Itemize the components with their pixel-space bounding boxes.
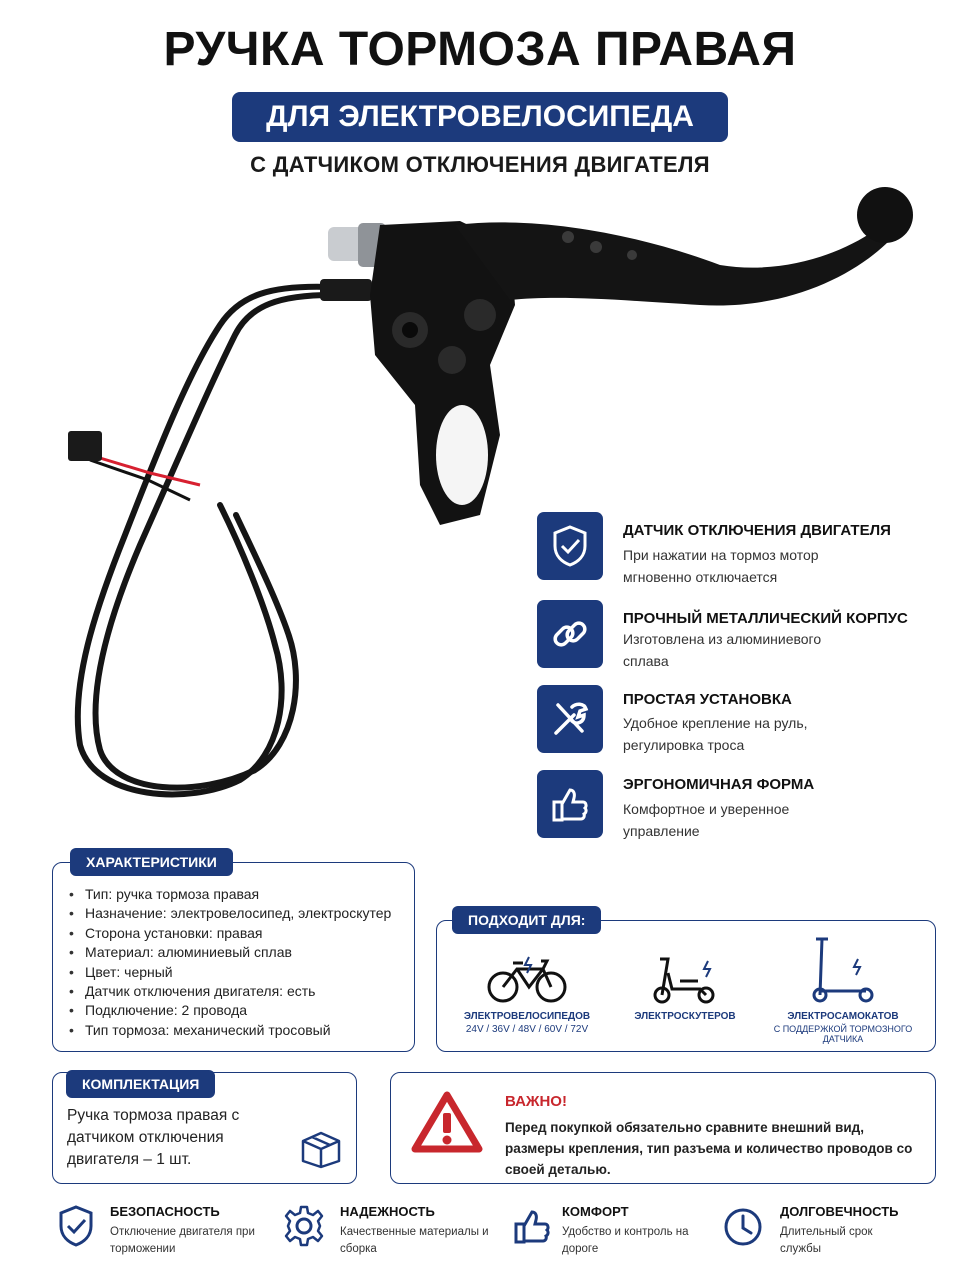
shield-check-icon: [537, 512, 603, 580]
benefit-title: БЕЗОПАСНОСТЬ: [110, 1204, 220, 1219]
spec-item: • Сторона установки: правая: [69, 924, 391, 943]
clock-icon: [722, 1206, 764, 1248]
escooter-seat-icon: [650, 949, 720, 1005]
fits-box: [436, 920, 936, 1052]
kit-text: Ручка тормоза правая с датчиком отключения двигателя – 1 шт.: [67, 1107, 240, 1168]
page-subtitle: С ДАТЧИКОМ ОТКЛЮЧЕНИЯ ДВИГАТЕЛЯ: [250, 152, 710, 177]
fit-escooter: [615, 949, 755, 1022]
benefit-title: ДОЛГОВЕЧНОСТЬ: [780, 1204, 899, 1219]
spec-item: • Назначение: электровелосипед, электроскутер: [69, 904, 391, 923]
specs-box: [52, 862, 415, 1052]
benefit-durability: [720, 1200, 940, 1260]
kit-heading: КОМПЛЕКТАЦИЯ: [66, 1070, 215, 1098]
feature-title: ДАТЧИК ОТКЛЮЧЕНИЯ ДВИГАТЕЛЯ: [623, 522, 891, 539]
fit-label: ЭЛЕКТРОСКУТЕРОВ: [634, 1011, 736, 1022]
feature-title: ПРОСТАЯ УСТАНОВКА: [623, 691, 792, 708]
feature-text: Удобное крепление на руль, регулировка троса: [623, 715, 808, 753]
thumbs-up-icon: [537, 770, 603, 838]
fit-label: ЭЛЕКТРОСАМОКАТОВ: [787, 1011, 899, 1022]
spec-item: • Материал: алюминиевый сплав: [69, 943, 391, 962]
spec-item: • Тип тормоза: механический тросовый: [69, 1021, 391, 1040]
spec-item: • Тип: ручка тормоза правая: [69, 885, 391, 904]
benefit-comfort: [510, 1200, 710, 1260]
feature-text: При нажатии на тормоз мотор мгновенно отключается: [623, 547, 819, 585]
thumbs-up-icon: [510, 1204, 554, 1248]
benefit-text: Длительный срок службы: [780, 1226, 873, 1255]
benefit-reliability: [282, 1200, 492, 1260]
spec-item: • Датчик отключения двигателя: есть: [69, 982, 391, 1001]
title-badge: ДЛЯ ЭЛЕКТРОВЕЛОСИПЕДА: [232, 92, 728, 142]
benefit-text: Отключение двигателя при торможении: [110, 1226, 255, 1255]
spec-item: • Цвет: черный: [69, 963, 391, 982]
kick-scooter-icon: [808, 935, 878, 1005]
connector-plug: [68, 431, 102, 461]
fit-sub: С ПОДДЕРЖКОЙ ТОРМОЗНОГО ДАТЧИКА: [773, 1024, 913, 1044]
feature-text: Комфортное и уверенное управление: [623, 801, 790, 839]
warning-triangle-icon: [411, 1091, 483, 1155]
box-icon: [299, 1129, 343, 1169]
benefit-safety: [52, 1200, 255, 1260]
fits-heading: ПОДХОДИТ ДЛЯ:: [452, 906, 601, 934]
fit-sub: 24V / 36V / 48V / 60V / 72V: [465, 1024, 589, 1035]
benefit-title: НАДЕЖНОСТЬ: [340, 1204, 435, 1219]
benefit-text: Удобство и контроль на дороге: [562, 1226, 689, 1255]
tools-icon: [537, 685, 603, 753]
feature-title: ЭРГОНОМИЧНАЯ ФОРМА: [623, 776, 815, 793]
shield-check-icon: [56, 1204, 96, 1248]
warning-text: Перед покупкой обязательно сравните внешний вид, размеры крепления, тип разъема и количество проводов со своей деталью.: [505, 1120, 913, 1177]
chain-link-icon: [537, 600, 603, 668]
ebike-icon: [485, 955, 569, 1005]
page-title: РУЧКА ТОРМОЗА ПРАВАЯ: [163, 23, 797, 76]
benefit-title: КОМФОРТ: [562, 1204, 629, 1219]
feature-title: ПРОЧНЫЙ МЕТАЛЛИЧЕСКИЙ КОРПУС: [623, 610, 908, 627]
warning-box: [390, 1072, 936, 1184]
fit-kick-scooter: [755, 935, 931, 1044]
gear-icon: [282, 1204, 326, 1248]
warning-title: ВАЖНО!: [505, 1093, 567, 1110]
specs-list: [69, 885, 391, 1040]
benefit-text: Качественные материалы и сборка: [340, 1226, 489, 1255]
spec-item: • Подключение: 2 провода: [69, 1001, 391, 1020]
fit-ebike: [447, 955, 607, 1035]
feature-text: Изготовлена из алюминиевого сплава: [623, 631, 822, 669]
specs-heading: ХАРАКТЕРИСТИКИ: [70, 848, 233, 876]
fit-label: ЭЛЕКТРОВЕЛОСИПЕДОВ: [463, 1011, 591, 1022]
